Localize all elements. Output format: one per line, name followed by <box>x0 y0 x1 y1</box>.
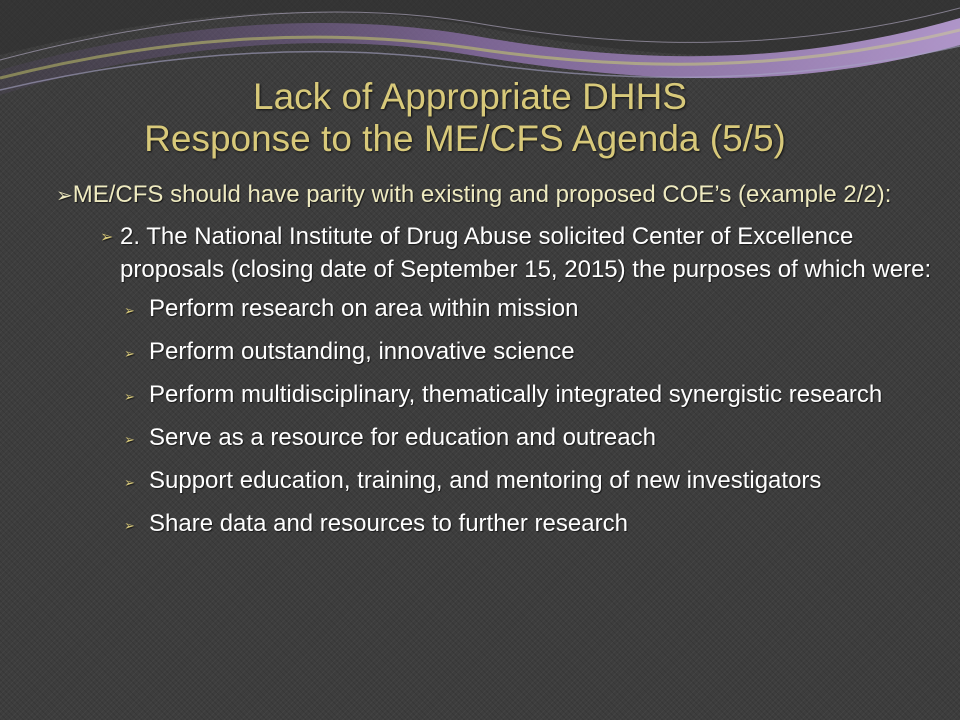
sub-bullet-list <box>56 292 936 540</box>
list-item-text: Perform outstanding, innovative science <box>149 338 575 365</box>
bullet-arrow-icon: ➢ <box>124 518 135 533</box>
list-item <box>56 464 936 497</box>
lead-bullet-text: ME/CFS should have parity with existing and proposed COE’s (example 2/2): <box>72 181 892 208</box>
list-item-text: Serve as a resource for education and outreach <box>149 424 656 451</box>
bullet-arrow-icon: ➢ <box>56 185 73 207</box>
bullet-arrow-icon: ➢ <box>124 303 135 318</box>
bullet-arrow-icon: ➢ <box>100 229 114 246</box>
level2-bullet-text: 2. The National Institute of Drug Abuse solicited Center of Excellence proposals (closing date of September 15, 2015) the purposes of which were: <box>120 223 932 283</box>
list-item <box>56 292 936 325</box>
list-item-text: Support education, training, and mentoring of new investigators <box>149 467 822 494</box>
list-item <box>56 335 936 368</box>
bullet-arrow-icon: ➢ <box>124 432 135 447</box>
slide-title <box>0 76 930 160</box>
level2-bullet <box>56 220 936 286</box>
bullet-arrow-icon: ➢ <box>124 389 135 404</box>
lead-bullet <box>56 178 936 213</box>
list-item <box>56 378 936 411</box>
list-item-text: Perform research on area within mission <box>149 295 579 322</box>
slide-title-line-2: Response to the ME/CFS Agenda (5/5) <box>144 118 786 159</box>
list-item-text: Share data and resources to further research <box>149 510 628 537</box>
list-item-text: Perform multidisciplinary, thematically integrated synergistic research <box>149 381 883 408</box>
bullet-arrow-icon: ➢ <box>124 475 135 490</box>
slide-title-line-1: Lack of Appropriate DHHS <box>253 76 687 117</box>
bullet-arrow-icon: ➢ <box>124 346 135 361</box>
slide-body <box>56 178 936 550</box>
list-item <box>56 507 936 540</box>
list-item <box>56 421 936 454</box>
